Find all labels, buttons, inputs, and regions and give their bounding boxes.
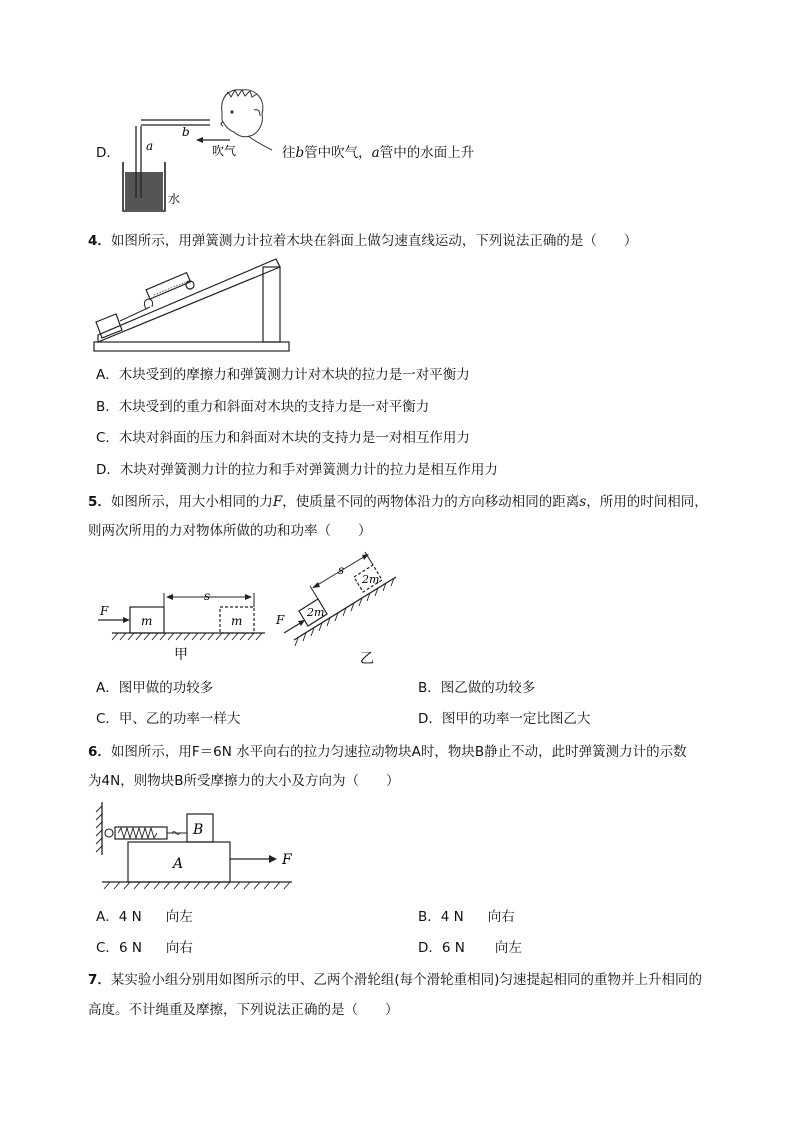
q6-figure [96, 800, 306, 895]
q3-d-text-pre: 往 [282, 145, 296, 161]
q6-c-value: 6 N [118, 940, 142, 956]
q5-stem-var-s: s [579, 494, 587, 510]
q7-number: 7． [88, 972, 111, 988]
q6-a-value: 4 N [118, 909, 142, 925]
q5-stem-pre: 如图所示，用大小相同的力 [110, 494, 273, 510]
q4-number: 4． [88, 233, 111, 249]
q3-d-text-mid: 管中吹气， [304, 145, 372, 161]
q5-yi-f-label: F [276, 613, 285, 627]
q5-option-a: A．图甲做的功较多 [96, 680, 214, 696]
q7-stem-line2: 高度。不计绳重及摩擦，下列说法正确的是（ ） [88, 1002, 399, 1018]
q5-yi-caption: 乙 [360, 651, 374, 667]
q6-stem-line1 [88, 740, 687, 760]
q5-jia-f-label: F [100, 604, 109, 618]
q6-option-c [96, 936, 193, 956]
water-label: 水 [168, 192, 181, 206]
q7-stem-text: 某实验小组分别用如图所示的甲、乙两个滑轮组(每个滑轮重相同)匀速提起相同的重物并上升相同的 [110, 972, 702, 988]
q6-b-label: B [193, 822, 204, 838]
q5-stem-line2: 则两次所用的力对物体所做的功和功率（ ） [88, 523, 372, 539]
q5-stem-post: ，所用的时间相同， [586, 494, 708, 510]
q5-yi-m2-label: 2m [362, 573, 380, 586]
q4-option-c: C．木块对斜面的压力和斜面对木块的支持力是一对相互作用力 [96, 430, 470, 446]
q5-jia-caption: 甲 [174, 647, 188, 663]
q6-a-letter: A． [96, 909, 119, 925]
q6-b-letter: B． [418, 909, 441, 925]
q6-stem-line2: 为4N，则物块B所受摩擦力的大小及方向为（ ） [88, 773, 400, 789]
q4-option-a: A．木块受到的摩擦力和弹簧测力计对木块的拉力是一对平衡力 [96, 367, 470, 383]
q3-blow-figure [110, 80, 290, 215]
q5-option-b: B．图乙做的功较多 [418, 680, 536, 696]
q6-option-d [418, 936, 522, 956]
q6-d-value: 6 N [441, 940, 465, 956]
q3-d-text-post: 管中的水面上升 [379, 145, 475, 161]
q5-jia-m2-label: m [231, 614, 243, 628]
q6-stem-text: 如图所示，用F＝6N 水平向右的拉力匀速拉动物块A时，物块B静止不动，此时弹簧测力计的示数 [110, 744, 687, 760]
q6-d-letter: D． [418, 940, 442, 956]
q6-b-dir: 向右 [487, 909, 515, 925]
q4-stem-text: 如图所示，用弹簧测力计拉着木块在斜面上做匀速直线运动，下列说法正确的是（ ） [110, 233, 638, 249]
q3-option-d-text [282, 141, 474, 161]
q5-option-c: C．甲、乙的功率一样大 [96, 711, 241, 727]
q5-figure-jia [90, 585, 270, 665]
q6-c-dir: 向右 [165, 940, 193, 956]
q6-b-value: 4 N [440, 909, 464, 925]
q6-number: 6． [88, 744, 111, 760]
q4-incline-figure [90, 255, 300, 355]
q5-stem-var-f: F [272, 494, 283, 510]
q5-jia-s-label: s [204, 589, 211, 603]
q5-stem-mid: ，使质量不同的两物体沿力的方向移动相同的距离 [282, 494, 580, 510]
q6-c-letter: C． [96, 940, 119, 956]
blow-label: 吹气 [212, 144, 237, 158]
q7-stem-line1 [88, 968, 702, 988]
q6-a-label: A [173, 856, 184, 872]
q5-figure-yi [272, 545, 402, 670]
q6-option-b [418, 905, 515, 925]
q5-number: 5． [88, 494, 111, 510]
tube-b-label: b [182, 125, 190, 139]
q3-d-var-b: b [295, 145, 305, 161]
q6-f-label: F [282, 852, 292, 868]
q3-d-var-a: a [371, 145, 380, 161]
q5-stem-line1 [88, 490, 708, 510]
q5-jia-m1-label: m [141, 614, 153, 628]
q4-option-b: B．木块受到的重力和斜面对木块的支持力是一对平衡力 [96, 399, 430, 415]
q4-stem [88, 229, 637, 249]
q5-option-d: D．图甲的功率一定比图乙大 [418, 711, 591, 727]
q4-option-d: D．木块对弹簧测力计的拉力和手对弹簧测力计的拉力是相互作用力 [96, 462, 498, 478]
q6-d-dir: 向左 [494, 940, 522, 956]
tube-a-label: a [146, 139, 154, 153]
q3-option-d-letter: D． [96, 145, 120, 161]
q6-a-dir: 向左 [165, 909, 193, 925]
q6-option-a [96, 905, 193, 925]
q5-yi-m1-label: 2m [307, 606, 325, 619]
q5-yi-s-label: s [338, 563, 345, 577]
